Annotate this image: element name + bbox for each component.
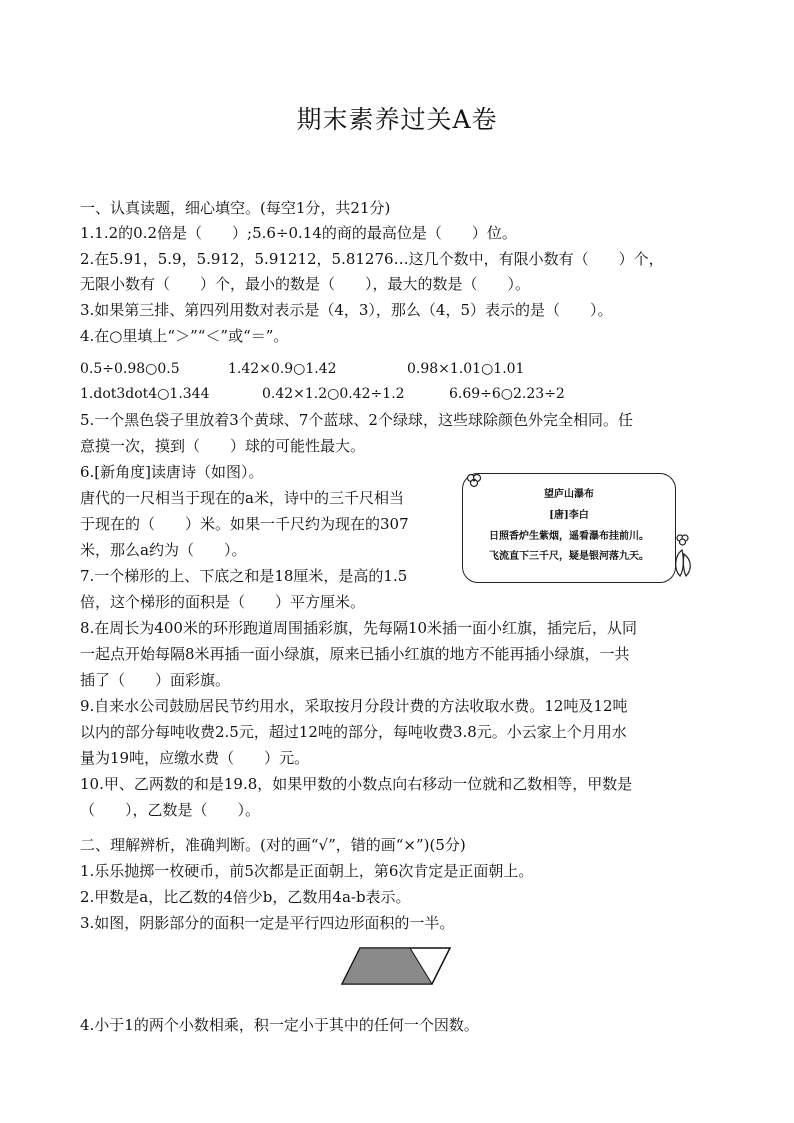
question-line: 插了（ ）面彩旗。	[80, 671, 231, 689]
page-title: 期末素养过关A卷	[296, 105, 498, 134]
question-line: 3.如图，阴影部分的面积一定是平行四边形面积的一半。	[80, 914, 455, 932]
question-line: 6.[新角度]读唐诗（如图）。	[80, 463, 264, 481]
leaf-decoration-icon	[670, 530, 696, 582]
question-line: 9.自来水公司鼓励居民节约用水，采取按月分段计费的方法收取水费。12吨及12吨	[80, 697, 628, 715]
poem-card	[462, 473, 676, 583]
question-line: 唐代的一尺相当于现在的a米，诗中的三千尺相当	[80, 489, 404, 507]
question-line: 意摸一次，摸到（ ）球的可能性最大。	[80, 437, 366, 455]
compare-item: 1.dot3dot4○1.344	[80, 386, 210, 402]
compare-item: 6.69÷6○2.23÷2	[449, 386, 565, 402]
section2-heading: 二、理解辨析，准确判断。(对的画“√”，错的画“×”)(5分)	[80, 836, 466, 854]
question-line: 1.乐乐抛掷一枚硬币，前5次都是正面朝上，第6次肯定是正面朝上。	[80, 862, 534, 880]
question-line: （ ），乙数是（ ）。	[80, 801, 261, 819]
question-line: 一起点开始每隔8米再插一面小绿旗，原来已插小红旗的地方不能再插小绿旗，一共	[80, 645, 630, 663]
question-line: 10.甲、乙两数的和是19.8，如果甲数的小数点向右移动一位就和乙数相等，甲数是	[80, 775, 633, 793]
question-line: 以内的部分每吨收费2.5元，超过12吨的部分，每吨收费3.8元。小云家上个月用水	[80, 723, 627, 741]
flower-decoration-icon	[462, 470, 492, 500]
compare-item: 0.5÷0.98○0.5	[80, 361, 180, 377]
poem-line: 飞流直下三千尺，疑是银河落九天。	[489, 551, 649, 562]
poem-author: [唐]李白	[549, 510, 589, 521]
question-line: 米，那么a约为（ ）。	[80, 541, 247, 559]
question-line: 8.在周长为400米的环形跑道周围插彩旗，先每隔10米插一面小红旗，插完后，从同	[80, 619, 638, 637]
question-line: 2.在5.91，5.9，5.912，5.91212，5.81276…这几个数中，有限小数有（ ）个，	[80, 250, 664, 268]
poem-title: 望庐山瀑布	[544, 489, 594, 500]
question-line: 于现在的（ ）米。如果一千尺约为现在的307	[80, 515, 409, 533]
compare-item: 0.42×1.2○0.42÷1.2	[262, 386, 405, 402]
question-line: 4.小于1的两个小数相乘，积一定小于其中的任何一个因数。	[80, 1016, 479, 1034]
question-line: 7.一个梯形的上、下底之和是18厘米，是高的1.5	[80, 567, 408, 585]
section1-heading: 一、认真读题，细心填空。(每空1分，共21分)	[80, 199, 391, 217]
question-line: 无限小数有（ ）个，最小的数是（ ），最大的数是（ ）。	[80, 275, 531, 293]
poem-line: 日照香炉生紫烟，遥看瀑布挂前川。	[489, 531, 649, 542]
question-line: 2.甲数是a，比乙数的4倍少b，乙数用4a-b表示。	[80, 888, 411, 906]
question-line: 量为19吨，应缴水费（ ）元。	[80, 749, 310, 767]
question-line: 3.如果第三排、第四列用数对表示是（4，3），那么（4，5）表示的是（ ）。	[80, 301, 613, 319]
parallelogram-figure	[338, 944, 458, 988]
question-line: 倍，这个梯形的面积是（ ）平方厘米。	[80, 593, 366, 611]
compare-item: 1.42×0.9○1.42	[228, 361, 337, 377]
question-line: 5.一个黑色袋子里放着3个黄球、7个蓝球、2个绿球，这些球除颜色外完全相同。任	[80, 411, 633, 429]
question-line: 4.在○里填上“＞”“＜”或“＝”。	[80, 327, 289, 345]
question-line: 1.1.2的0.2倍是（ ）;5.6÷0.14的商的最高位是（ ）位。	[80, 224, 517, 242]
compare-item: 0.98×1.01○1.01	[407, 361, 525, 377]
